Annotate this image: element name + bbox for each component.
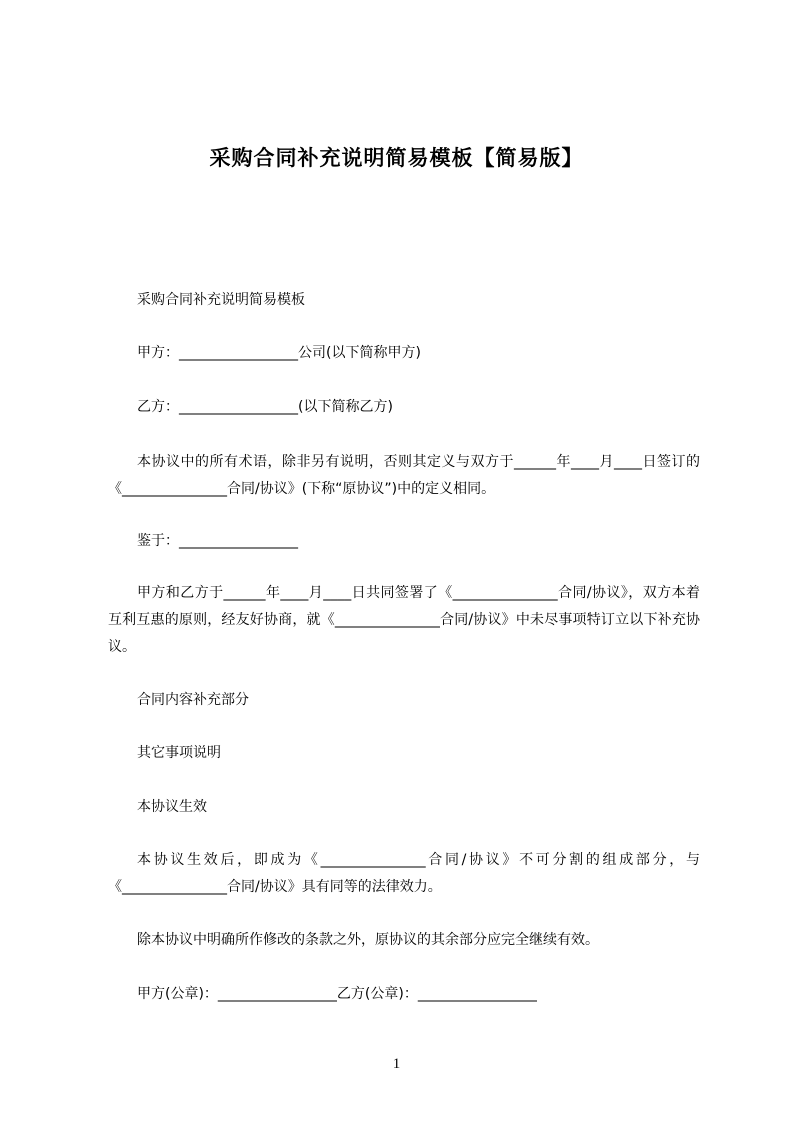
party-b-line: 乙方：_________________(以下简称乙方) (137, 399, 393, 415)
document-title: 采购合同补充说明简易模板【简易版】 (209, 146, 584, 170)
signature-line: 甲方(公章)：_________________乙方(公章)：_________________ (137, 986, 537, 1002)
agreement-background-paragraph: 甲方和乙方于______年____月____日共同签署了《_______________合同/协议》，双方本着互利互惠的原则，经友好协商，就《_______________合同/协议》中未尽事项特订立以下补充协议。 (108, 585, 700, 655)
paragraph-heading: 采购合同补充说明简易模板 (137, 292, 305, 308)
party-a-line: 甲方：_________________公司(以下简称甲方) (137, 345, 421, 361)
page-number: 1 (392, 1056, 401, 1072)
remaining-validity-paragraph: 除本协议中明确所作修改的条款之外，原协议的其余部分应完全继续有效。 (137, 932, 599, 948)
whereas-line: 鉴于：_________________ (137, 533, 298, 549)
terms-definition-paragraph: 本协议中的所有术语，除非另有说明，否则其定义与双方于______年____月____日签订的《_______________合同/协议》(下称“原协议”)中的定义相同。 (108, 454, 700, 497)
effectiveness-paragraph: 本协议生效后，即成为《_______________合同/协议》不可分割的组成部分，与《_______________合同/协议》具有同等的法律效力。 (108, 852, 700, 895)
section-other-matters: 其它事项说明 (137, 745, 221, 761)
section-effectiveness: 本协议生效 (137, 799, 207, 815)
section-contract-supplement: 合同内容补充部分 (137, 692, 249, 708)
